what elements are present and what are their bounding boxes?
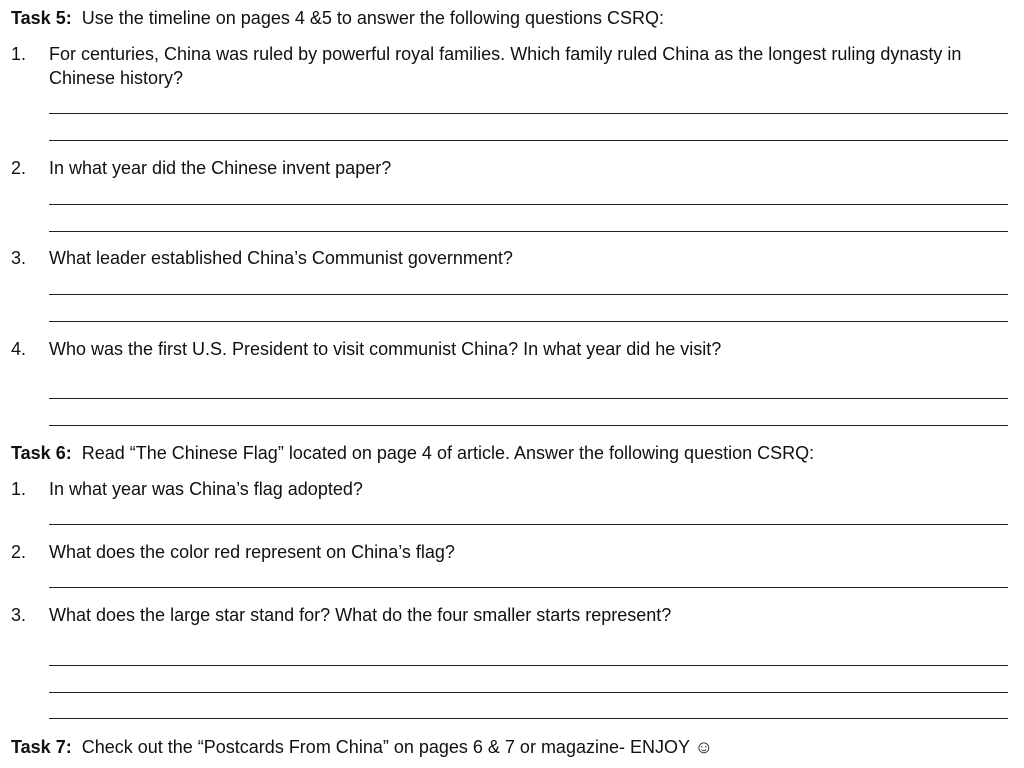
task5-q1-text: For centuries, China was ruled by powerful royal families. Which family ruled China as the longest ruling dynasty in Chinese history? — [49, 44, 962, 88]
answer-line[interactable] — [49, 321, 1008, 322]
task7-instructions: Check out the “Postcards From China” on pages 6 & 7 or magazine- ENJOY ☺ — [81, 737, 714, 757]
task6-q3-text: What does the large star stand for? What do the four smaller starts represent? — [49, 605, 672, 625]
answer-line[interactable] — [49, 665, 1008, 666]
answer-line[interactable] — [49, 231, 1008, 232]
answer-line[interactable] — [49, 140, 1008, 141]
task5-q2-text: In what year did the Chinese invent paper? — [49, 158, 392, 178]
answer-line[interactable] — [49, 425, 1008, 426]
task6-q3-number: 3. — [11, 605, 27, 625]
task5-q4-text: Who was the first U.S. President to visit communist China? In what year did he visit? — [49, 339, 722, 359]
task6-q1-number: 1. — [11, 479, 27, 499]
task6-q2-number: 2. — [11, 542, 27, 562]
answer-line[interactable] — [49, 524, 1008, 525]
task5-q3-number: 3. — [11, 248, 27, 268]
task7-label: Task 7: — [11, 737, 72, 757]
task5-instructions: Use the timeline on pages 4 &5 to answer the following questions CSRQ: — [81, 8, 665, 28]
answer-line[interactable] — [49, 113, 1008, 114]
task5-q1-number: 1. — [11, 44, 27, 64]
task6-q2-text: What does the color red represent on China’s flag? — [49, 542, 455, 562]
task7-heading — [11, 736, 713, 758]
task5-q3-text: What leader established China’s Communist government? — [49, 248, 513, 268]
answer-line[interactable] — [49, 587, 1008, 588]
answer-line[interactable] — [49, 718, 1008, 719]
task6-heading — [11, 442, 814, 464]
task6-instructions: Read “The Chinese Flag” located on page 4 of article. Answer the following question CSRQ: — [81, 443, 815, 463]
task5-label: Task 5: — [11, 8, 72, 28]
answer-line[interactable] — [49, 398, 1008, 399]
task6-label: Task 6: — [11, 443, 72, 463]
task5-q4-number: 4. — [11, 339, 27, 359]
task5-heading — [11, 7, 664, 29]
answer-line[interactable] — [49, 294, 1008, 295]
answer-line[interactable] — [49, 692, 1008, 693]
answer-line[interactable] — [49, 204, 1008, 205]
task5-q2-number: 2. — [11, 158, 27, 178]
task6-q1-text: In what year was China’s flag adopted? — [49, 479, 363, 499]
